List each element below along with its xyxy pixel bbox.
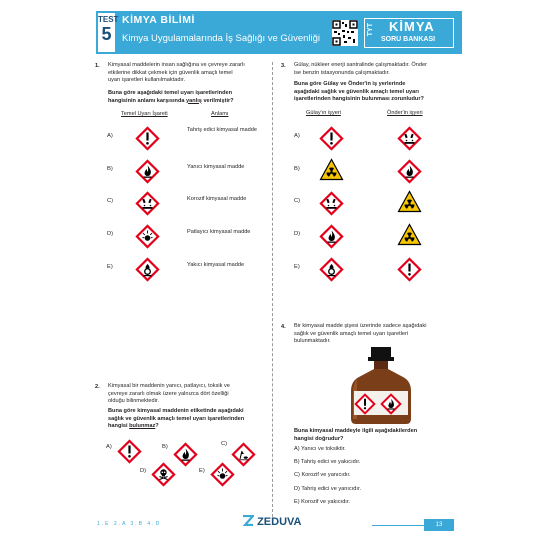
q4-stem-line: bulunmaktadır.	[294, 338, 331, 345]
exploding-bomb-icon	[210, 462, 235, 487]
q2-number: 2.	[95, 384, 100, 390]
q4-stem-line: sağlık ve güvenlik amaçlı temel uyarı işaretleri	[294, 330, 409, 337]
corrosion-icon	[397, 126, 422, 151]
q1-option-d-meaning[interactable]: Patlayıcı kimyasal madde	[187, 229, 251, 235]
q1-col-meaning: Anlamı	[211, 111, 229, 117]
q2-option-b-letter[interactable]: B)	[162, 444, 168, 450]
exclamation-icon	[319, 126, 344, 151]
brand-subject: KİMYA	[389, 19, 435, 34]
q4-question	[294, 428, 456, 443]
q1-option-c-meaning[interactable]: Korozif kimyasal madde	[187, 196, 247, 202]
footer-line	[372, 525, 424, 526]
exclamation-icon	[135, 126, 160, 151]
q1-stem-line: uyarı işaretleri kullanılmaktadır.	[108, 77, 186, 84]
q1-option-a-meaning[interactable]: Tahriş edici kimyasal madde	[187, 127, 257, 133]
q4-option-letter: C)	[294, 472, 300, 478]
skull-icon	[135, 191, 160, 216]
q4-option-text: Yanıcı ve toksiktir.	[301, 446, 346, 452]
radiation-icon	[397, 223, 422, 248]
flame-icon	[380, 393, 402, 415]
q2-question-line: sağlık ve güvenlik amaçlı temel uyarı işaretlerinden	[108, 415, 245, 422]
q4-stem-line: Bir kimyasal madde şişesi üzerinde sadece aşağıdaki	[294, 323, 427, 329]
exploding-bomb-icon	[135, 224, 160, 249]
q2-option-e-letter[interactable]: E)	[199, 468, 205, 474]
q4-option-text: Tahriş edici ve yanıcıdır.	[301, 486, 362, 492]
q2-stem-line: çevreye zararlı olmak üzere yalnızca dört özelliği	[108, 390, 229, 397]
q4-option-a[interactable]	[294, 446, 346, 454]
test-label: TEST	[98, 15, 119, 24]
q3-question-line: aşağıdaki sağlık ve güvenlik amaçlı temel uyarı	[294, 88, 419, 95]
q3-stem-line: ise benzin istasyonunda çalışmaktadır.	[294, 69, 390, 76]
q4-stem	[294, 323, 456, 346]
q1-question-line: hangisinin anlamı karşısında	[108, 97, 187, 104]
q2-option-c-letter[interactable]: C)	[221, 441, 228, 447]
brand-box	[364, 18, 454, 48]
skull-icon	[151, 462, 176, 487]
q2-question-end: ?	[155, 423, 159, 430]
q1-option-c-letter[interactable]: C)	[107, 198, 114, 204]
q3-col-gulay: Gülay'ın işyeri	[306, 110, 341, 116]
flame-icon	[397, 159, 422, 184]
q1-stem-line: etkilerine dikkat çekmek için güvenlik amaçlı temel	[108, 69, 233, 76]
q2-stem-line: olduğu bilinmektedir.	[108, 398, 159, 405]
q1-question	[108, 90, 273, 105]
exclamation-icon	[354, 393, 376, 415]
q1-stem-line: Kimyasal maddelerin insan sağlığına ve çevreye zararlı	[108, 62, 245, 68]
q3-option-b-letter[interactable]: B)	[294, 166, 300, 172]
chemical-bottle	[343, 345, 419, 430]
q2-option-d-letter[interactable]: D)	[140, 468, 147, 474]
q3-option-d-letter[interactable]: D)	[294, 231, 301, 237]
q4-option-letter: D)	[294, 486, 300, 492]
exclamation-icon	[117, 439, 142, 464]
q3-stem	[294, 62, 456, 77]
brand-level: TYT	[367, 23, 374, 37]
publisher-name: ZEDUVA	[257, 516, 302, 528]
q4-question-line: Buna kimyasal maddeyle ilgili aşağıdakilerden	[294, 428, 418, 434]
zeduva-logo-icon	[242, 515, 254, 526]
flame-icon	[319, 224, 344, 249]
test-number-box	[96, 11, 117, 54]
q1-option-b-meaning[interactable]: Yanıcı kimyasal madde	[187, 164, 245, 170]
q4-option-letter: E)	[294, 499, 300, 505]
q1-question-end: verilmiştir?	[201, 97, 234, 104]
qr-code-icon	[332, 20, 358, 46]
q2-question-line: Buna göre kimyasal maddenin etiketinde aşağıdaki	[108, 408, 244, 414]
q4-option-text: Korozif ve yakıcıdır.	[301, 499, 350, 505]
q4-option-text: Korozif ve yanıcıdır.	[301, 472, 351, 478]
q4-option-b[interactable]	[294, 459, 360, 467]
q1-question-line: Buna göre aşağıdaki temel uyarı işaretlerinden	[108, 90, 233, 96]
flame-over-circle-icon	[319, 257, 344, 282]
q2-stem-line: Kimyasal bir maddenin yanıcı, patlayıcı, toksik ve	[108, 383, 230, 389]
q3-number: 3.	[281, 63, 286, 69]
flame-icon	[173, 442, 198, 467]
q3-question-line: işaretlerinden hangisinin bulunması zorunludur?	[294, 96, 424, 103]
radiation-icon	[397, 190, 422, 215]
q1-col-sign: Temel Uyarı İşareti	[121, 111, 168, 117]
flame-over-circle-icon	[135, 257, 160, 282]
q3-stem-line: Gülay, nükleer enerji santralinde çalışmaktadır. Önder	[294, 62, 427, 68]
exclamation-icon	[397, 257, 422, 282]
q3-col-onder: Önder'in işyeri	[387, 110, 423, 116]
q1-underlined-word: yanlış	[186, 97, 202, 104]
q1-stem	[108, 62, 268, 85]
radiation-icon	[319, 158, 344, 183]
page-number: 13	[424, 519, 454, 531]
corrosion-icon	[319, 191, 344, 216]
q1-number: 1.	[95, 63, 100, 69]
q4-option-e[interactable]	[294, 499, 350, 507]
answer-key: 1.E 2.A 3.B 4.D	[97, 521, 162, 527]
column-divider	[272, 62, 273, 517]
q4-option-letter: B)	[294, 459, 300, 465]
q4-question-line: hangisi doğrudur?	[294, 435, 344, 442]
q3-option-a-letter[interactable]: A)	[294, 133, 300, 139]
q1-option-d-letter[interactable]: D)	[107, 231, 114, 237]
q3-question	[294, 81, 456, 104]
q1-option-e-meaning[interactable]: Yakıcı kimyasal madde	[187, 262, 245, 268]
q1-option-e-letter[interactable]: E)	[107, 264, 113, 270]
q4-number: 4.	[281, 324, 286, 330]
q4-option-c[interactable]	[294, 472, 351, 480]
q3-question-line: Buna göre Gülay ve Önder'in iş yerlerinde	[294, 81, 406, 87]
q4-option-letter: A)	[294, 446, 300, 452]
subject-title: KİMYA BİLİMİ	[122, 14, 195, 26]
q3-option-e-letter[interactable]: E)	[294, 264, 300, 270]
flame-icon	[135, 159, 160, 184]
q3-option-c-letter[interactable]: C)	[294, 198, 301, 204]
q2-question-line: hangisi	[108, 423, 130, 430]
q2-underlined-word: bulunmaz	[129, 423, 156, 430]
q1-option-b-letter[interactable]: B)	[107, 166, 113, 172]
test-number: 5	[101, 24, 112, 44]
q2-stem	[108, 383, 268, 406]
q4-option-text: Tahriş edici ve yakıcıdır.	[301, 459, 361, 465]
q1-option-a-letter[interactable]: A)	[107, 133, 113, 139]
q2-option-a-letter[interactable]: A)	[106, 444, 112, 450]
topic-title: Kimya Uygulamalarında İş Sağlığı ve Güvenliği	[122, 33, 321, 44]
publisher-logo	[242, 515, 301, 528]
q2-question	[108, 408, 273, 431]
brand-book: SORU BANKASI	[381, 36, 436, 43]
q4-option-d[interactable]	[294, 486, 361, 494]
